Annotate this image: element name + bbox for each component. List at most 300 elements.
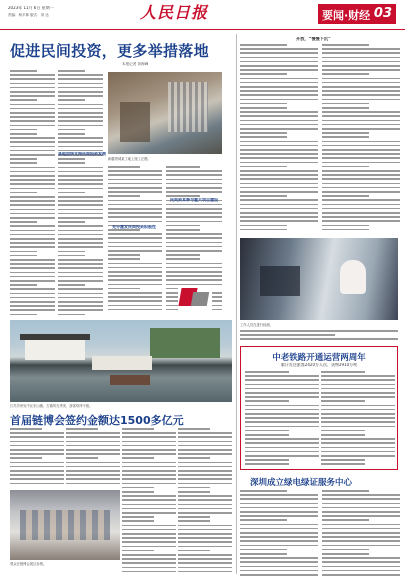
text-line [322, 48, 400, 50]
text-line [108, 208, 162, 210]
text-line [322, 183, 400, 185]
text-line [10, 133, 37, 135]
text-line [10, 91, 55, 93]
text-line [240, 204, 318, 206]
text-line [240, 78, 318, 80]
text-line [58, 83, 103, 85]
text-line [58, 314, 85, 316]
text-line [240, 132, 287, 134]
text-line [322, 549, 369, 551]
text-line [10, 204, 55, 206]
text-line [240, 503, 318, 505]
text-line [108, 275, 162, 277]
text-line [321, 392, 395, 394]
text-line [10, 225, 55, 227]
text-line [108, 300, 162, 302]
text-line [240, 115, 318, 117]
text-line [245, 375, 319, 377]
text-line [240, 178, 318, 180]
lab-photo-caption: 工作人员在进行检测。 [240, 323, 273, 327]
text-line [10, 125, 55, 127]
text-line [240, 191, 318, 193]
text-line [240, 494, 318, 496]
text-line [321, 396, 395, 398]
text-line [240, 136, 287, 138]
text-line [10, 263, 55, 265]
text-line [322, 187, 400, 189]
trade-headline: 首届链博会签约金额达1500多亿元 [10, 414, 184, 427]
lab-photo [240, 238, 398, 320]
text-line [58, 120, 103, 122]
decorative-graphic [178, 286, 212, 310]
text-line [108, 187, 162, 189]
text-line [166, 258, 200, 260]
text-line [322, 553, 369, 555]
text-line [240, 549, 287, 551]
text-line [10, 230, 55, 232]
text-line [58, 175, 103, 177]
text-line [58, 188, 103, 190]
text-line [178, 457, 210, 459]
text-line [321, 455, 395, 457]
text-line [240, 511, 318, 513]
text-line [108, 200, 162, 202]
text-line [122, 558, 176, 560]
text-line [178, 516, 210, 518]
text-line [240, 216, 318, 218]
text-line [178, 495, 232, 497]
text-line [58, 230, 103, 232]
page-number: 03 [373, 6, 392, 21]
text-line [240, 69, 318, 71]
text-line [166, 216, 222, 218]
text-line [66, 449, 120, 451]
text-line [66, 483, 120, 485]
text-line [322, 94, 400, 96]
text-line [322, 507, 400, 509]
text-line [322, 115, 400, 117]
text-line [178, 436, 232, 438]
text-line [122, 533, 176, 535]
text-line [240, 61, 318, 63]
main-article-col2 [58, 70, 103, 320]
text-line [108, 292, 162, 294]
masthead-logo: 人民日报 [140, 3, 209, 22]
main-article-col3 [108, 166, 162, 316]
text-line [122, 491, 154, 493]
text-line [322, 124, 400, 126]
text-line [10, 74, 55, 76]
text-line [322, 524, 400, 526]
text-line [58, 104, 103, 106]
text-line [245, 430, 289, 432]
text-line [321, 459, 365, 461]
column-divider [236, 34, 237, 574]
text-line [178, 487, 210, 489]
text-line [240, 229, 287, 231]
text-line [108, 263, 162, 265]
text-line [10, 146, 55, 148]
text-line [178, 428, 210, 430]
text-line [166, 246, 222, 248]
text-line [240, 528, 318, 530]
text-line [178, 453, 232, 455]
text-line [58, 259, 103, 261]
text-line [58, 146, 103, 148]
text-line [240, 166, 287, 168]
text-line [322, 191, 400, 193]
text-line [240, 52, 318, 54]
text-line [108, 254, 140, 256]
text-line [122, 453, 176, 455]
text-line [178, 470, 232, 472]
text-line [321, 463, 365, 465]
text-line [10, 255, 37, 257]
text-line [166, 267, 222, 269]
text-line [58, 129, 85, 131]
text-line [58, 74, 103, 76]
text-line [166, 170, 222, 172]
text-line [240, 124, 318, 126]
text-line [322, 136, 369, 138]
text-line [178, 571, 232, 573]
trade-col4 [178, 428, 232, 578]
text-line [322, 107, 369, 109]
text-line [108, 258, 140, 260]
text-line [10, 267, 55, 269]
text-line [166, 174, 222, 176]
text-line [322, 90, 400, 92]
text-line [122, 520, 154, 522]
text-line [322, 494, 400, 496]
text-line [178, 512, 232, 514]
text-line [240, 536, 318, 538]
text-line [58, 192, 85, 194]
text-line [245, 392, 319, 394]
text-line [178, 554, 232, 556]
text-line [245, 379, 319, 381]
text-line [10, 234, 55, 236]
right-col2 [322, 44, 400, 234]
text-line [240, 540, 318, 542]
text-line [321, 438, 395, 440]
text-line [58, 209, 103, 211]
text-line [240, 338, 398, 340]
text-line [166, 233, 222, 235]
main-photo-caption: 新疆塔城某工地上施工正酣。 [108, 157, 151, 161]
text-line [240, 557, 318, 559]
text-line [245, 388, 319, 390]
text-line [245, 413, 319, 415]
text-line [240, 532, 318, 534]
text-line [240, 208, 318, 210]
text-line [178, 550, 210, 552]
text-line [321, 426, 395, 428]
text-line [166, 191, 222, 193]
text-line [240, 149, 318, 151]
text-line [166, 263, 222, 265]
text-line [166, 221, 222, 223]
text-line [10, 179, 55, 181]
text-line [166, 183, 222, 185]
text-line [240, 570, 318, 572]
text-line [322, 540, 400, 542]
text-line [322, 220, 400, 222]
text-line [240, 128, 318, 130]
text-line [322, 82, 400, 84]
text-line [10, 167, 55, 169]
text-line [58, 99, 85, 101]
text-line [58, 221, 85, 223]
text-line [122, 487, 154, 489]
text-line [178, 558, 232, 560]
text-line [245, 421, 319, 423]
text-line [178, 508, 232, 510]
railway-subhead: 累计发送旅客2420万人次、货物2910万吨 [280, 363, 358, 367]
text-line [10, 305, 55, 307]
construction-photo [108, 72, 222, 154]
text-line [10, 293, 55, 295]
text-line [10, 137, 55, 139]
text-line [322, 141, 400, 143]
text-line [58, 95, 103, 97]
text-line [10, 175, 55, 177]
text-line [10, 108, 55, 110]
text-line [240, 48, 318, 50]
text-line [10, 462, 64, 464]
text-line [322, 128, 400, 130]
text-line [322, 178, 400, 180]
text-line [10, 470, 64, 472]
text-line [10, 449, 64, 451]
text-line [322, 170, 400, 172]
text-line [166, 250, 222, 252]
greenpower-headline: 深圳成立绿电绿证服务中心 [250, 478, 353, 488]
text-line [122, 495, 176, 497]
text-line [58, 162, 85, 164]
text-line [322, 199, 400, 201]
text-line [10, 129, 37, 131]
text-line [240, 220, 318, 222]
text-line [66, 445, 120, 447]
text-line [240, 86, 318, 88]
text-line [321, 379, 395, 381]
expo-photo [10, 490, 120, 560]
text-line [240, 141, 318, 143]
text-line [321, 409, 395, 411]
text-line [58, 91, 103, 93]
text-line [58, 183, 103, 185]
text-line [122, 441, 176, 443]
text-line [240, 212, 318, 214]
text-line [322, 536, 400, 538]
right-top-title: 开放，“慢慢下沉” [296, 37, 331, 41]
text-line [58, 133, 85, 135]
text-line [10, 314, 37, 316]
text-line [58, 293, 103, 295]
text-line [166, 275, 222, 277]
text-line [108, 183, 162, 185]
text-line [240, 566, 318, 568]
text-line [322, 157, 400, 159]
text-line [178, 483, 232, 485]
text-line [240, 65, 318, 67]
text-line [322, 570, 400, 572]
railway-box [240, 346, 398, 470]
text-line [108, 237, 162, 239]
railway-headline: 中老铁路开通运营两周年 [272, 353, 366, 363]
text-line [108, 284, 162, 286]
text-line [122, 483, 176, 485]
text-line [108, 212, 162, 214]
text-line [10, 213, 55, 215]
text-line [10, 95, 55, 97]
text-line [240, 153, 318, 155]
text-line [58, 158, 85, 160]
text-line [10, 217, 55, 219]
text-line [166, 166, 200, 168]
text-line [322, 52, 400, 54]
text-line [108, 288, 140, 290]
text-line [178, 491, 210, 493]
main-subhead-3: 民间资本参与重大项目建设 [170, 198, 218, 202]
text-line [322, 166, 369, 168]
text-line [108, 204, 162, 206]
text-line [66, 478, 120, 480]
text-line [58, 213, 103, 215]
text-line [122, 449, 176, 451]
greenpower-col2 [322, 490, 400, 578]
main-subhead-2: 充分激发民间投资积极性 [112, 225, 156, 229]
text-line [245, 396, 319, 398]
text-line [245, 405, 319, 407]
text-line [166, 242, 222, 244]
text-line [10, 428, 42, 430]
text-line [58, 167, 103, 169]
text-line [240, 73, 287, 75]
text-line [10, 445, 64, 447]
text-line [122, 525, 176, 527]
text-line [58, 141, 103, 143]
text-line [58, 280, 103, 282]
text-line [240, 157, 318, 159]
text-line [240, 120, 318, 122]
text-line [108, 246, 162, 248]
text-line [166, 284, 222, 286]
text-line [108, 309, 162, 311]
text-line [240, 524, 318, 526]
text-line [178, 462, 232, 464]
text-line [10, 209, 55, 211]
text-line [122, 508, 176, 510]
text-line [245, 455, 319, 457]
text-line [240, 553, 287, 555]
text-line [322, 490, 369, 492]
text-line [240, 334, 335, 336]
text-line [108, 166, 140, 168]
text-line [122, 571, 176, 573]
text-line [178, 441, 232, 443]
text-line [240, 90, 318, 92]
text-line [10, 112, 55, 114]
text-line [321, 442, 395, 444]
text-line [322, 528, 400, 530]
text-line [58, 301, 103, 303]
text-line [58, 125, 103, 127]
text-line [245, 417, 319, 419]
text-line [58, 217, 103, 219]
text-line [10, 297, 55, 299]
text-line [240, 519, 287, 521]
right-caption-text [240, 330, 398, 344]
text-line [122, 567, 176, 569]
text-line [122, 470, 176, 472]
text-line [108, 221, 162, 223]
text-line [58, 78, 103, 80]
text-line [240, 195, 287, 197]
text-line [58, 255, 85, 257]
text-line [166, 271, 222, 273]
text-line [166, 208, 222, 210]
text-line [58, 234, 103, 236]
text-line [322, 69, 400, 71]
text-line [322, 78, 400, 80]
text-line [58, 305, 103, 307]
text-line [10, 196, 55, 198]
text-line [10, 478, 64, 480]
text-line [10, 301, 55, 303]
text-line [322, 515, 400, 517]
text-line [321, 375, 395, 377]
text-line [178, 567, 232, 569]
text-line [322, 57, 400, 59]
text-line [322, 120, 400, 122]
text-line [10, 120, 55, 122]
text-line [10, 171, 55, 173]
text-line [108, 191, 162, 193]
main-byline: 本报记者 刘海峰 [122, 62, 149, 66]
text-line [58, 251, 85, 253]
text-line [58, 276, 103, 278]
text-line [166, 179, 222, 181]
text-line [108, 267, 162, 269]
text-line [10, 272, 55, 274]
text-line [240, 170, 318, 172]
text-line [245, 371, 289, 373]
text-line [178, 466, 232, 468]
text-line [122, 428, 154, 430]
text-line [10, 221, 37, 223]
text-line [58, 204, 103, 206]
text-line [321, 384, 395, 386]
text-line [58, 196, 103, 198]
text-line [322, 44, 369, 46]
text-line [166, 229, 200, 231]
text-line [108, 170, 162, 172]
text-line [240, 515, 318, 517]
text-line [10, 99, 37, 101]
text-line [122, 562, 176, 564]
text-line [321, 371, 365, 373]
text-line [178, 474, 232, 476]
text-line [166, 225, 200, 227]
text-line [66, 457, 98, 459]
water-town-photo [10, 320, 232, 402]
text-line [66, 474, 120, 476]
text-line [240, 330, 398, 332]
text-line [240, 94, 318, 96]
text-line [178, 520, 210, 522]
